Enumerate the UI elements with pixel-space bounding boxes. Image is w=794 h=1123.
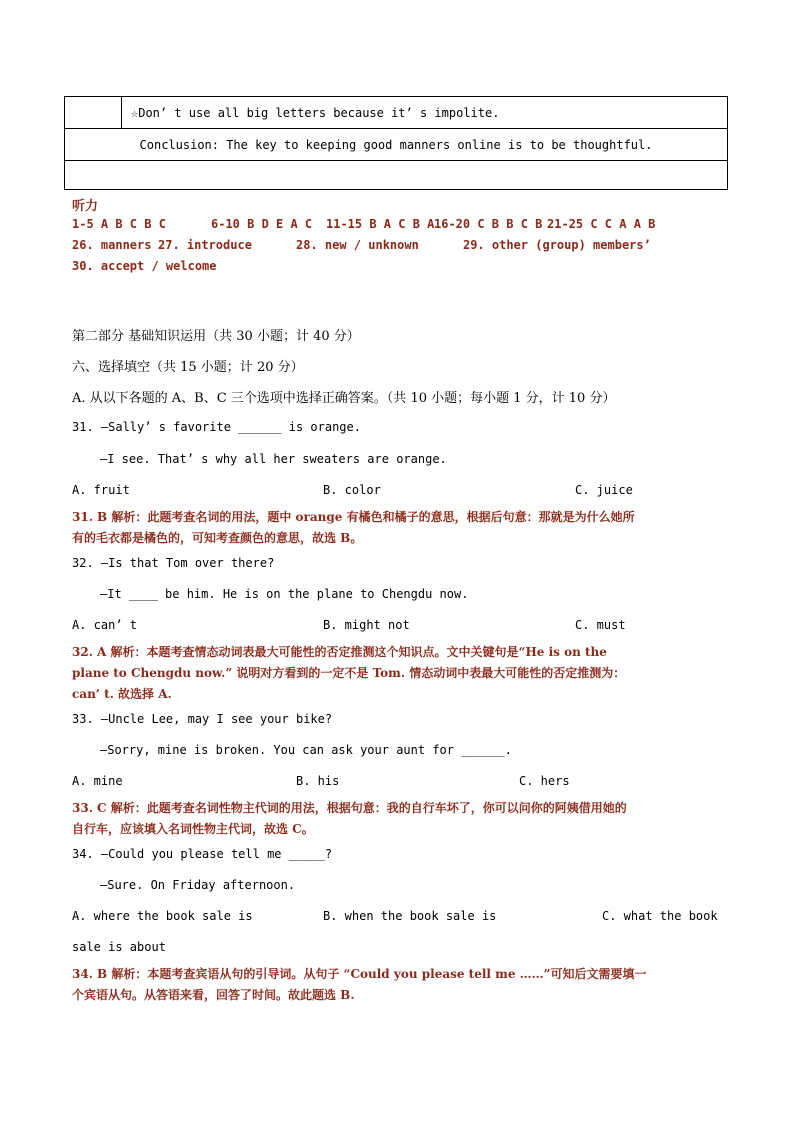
question-31-reply: —I see. That’ s why all her sweaters are orange.: [100, 452, 447, 466]
table-row-divider: [65, 128, 727, 129]
question-33-option-c: C. hers: [519, 774, 570, 788]
question-33-explanation-line2: 自行车，应该填入名词性物主代词，故选 C。: [72, 822, 314, 836]
listening-answers-6-10: 6-10 B D E A C: [211, 217, 313, 231]
listening-answers-11-15: 11-15 B A C B A: [326, 217, 435, 231]
table-conclusion-text: Conclusion: The key to keeping good manners online is to be thoughtful.: [139, 138, 653, 152]
sectionA-instruction: A. 从以下各题的 A、B、C 三个选项中选择正确答案。（共 10 小题；每小题 1 分，计 10 分）: [72, 391, 616, 406]
listening-answers-21-25: 21-25 C C A A B: [547, 217, 656, 231]
question-31-option-b: B. color: [323, 483, 381, 497]
question-32-option-a: A. can’ t: [72, 618, 138, 632]
section6-heading: 六、选择填空（共 15 小题；计 20 分）: [72, 360, 304, 375]
question-31: 31. —Sally’ s favorite ______ is orange.: [72, 420, 361, 434]
question-32-explanation-line2: plane to Chengdu now.” 说明对方看到的一定不是 Tom. 情态动词中表最大可能性的否定推测为：: [72, 666, 626, 680]
question-33-explanation-line1: 33. C 解析：此题考查名词性物主代词的用法，根据句意：我的自行车坏了，你可以问你的阿姨借用她的: [72, 801, 627, 815]
listening-answer-28: 28. new / unknown: [296, 238, 419, 252]
question-33-option-a: A. mine: [72, 774, 123, 788]
question-32-reply: —It ____ be him. He is on the plane to Chengdu now.: [100, 587, 469, 601]
part2-heading: 第二部分 基础知识运用（共 30 小题；计 40 分）: [72, 329, 360, 344]
listening-answers-16-20: 16-20 C B B C B: [434, 217, 543, 231]
listening-answer-30: 30. accept / welcome: [72, 259, 217, 273]
question-33-option-b: B. his: [296, 774, 340, 788]
question-31-option-c: C. juice: [575, 483, 633, 497]
summary-table: [64, 96, 728, 190]
question-31-explanation-line2: 有的毛衣都是橘色的，可知考查颜色的意思，故选 B。: [72, 531, 363, 545]
question-34-option-c-continued: sale is about: [72, 940, 166, 954]
question-31-explanation-line1: 31. B 解析：此题考查名词的用法，题中 orange 有橘色和橘子的意思，根据后句意：那就是为什么她所: [72, 510, 635, 524]
question-32-option-c: C. must: [575, 618, 626, 632]
question-32-option-b: B. might not: [323, 618, 410, 632]
question-34-reply: —Sure. On Friday afternoon.: [100, 878, 296, 892]
question-34: 34. —Could you please tell me _____?: [72, 847, 333, 861]
question-34-option-b: B. when the book sale is: [323, 909, 497, 923]
question-33-reply: —Sorry, mine is broken. You can ask your aunt for ______.: [100, 743, 512, 757]
question-31-option-a: A. fruit: [72, 483, 130, 497]
question-32: 32. —Is that Tom over there?: [72, 556, 275, 570]
table-row-divider: [65, 160, 727, 161]
question-34-option-c: C. what the book: [602, 909, 718, 923]
table-row-1-text: ☆Don’ t use all big letters because it’ s impolite.: [131, 106, 500, 120]
table-column-divider: [121, 97, 122, 129]
listening-answer-27: 27. introduce: [158, 238, 252, 252]
listening-title: 听力: [72, 199, 99, 214]
question-34-option-a: A. where the book sale is: [72, 909, 253, 923]
listening-answers-1-5: 1-5 A B C B C: [72, 217, 166, 231]
question-34-explanation-line2: 个宾语从句。从答语来看，回答了时间。故此题选 B.: [72, 988, 355, 1002]
question-32-explanation-line3: can’ t. 故选择 A.: [72, 687, 172, 701]
question-33: 33. —Uncle Lee, may I see your bike?: [72, 712, 333, 726]
listening-answer-29: 29. other (group) members’: [463, 238, 651, 252]
question-34-explanation-line1: 34. B 解析：本题考查宾语从句的引导词。从句子 “Could you please tell me ……”可知后文需要填一: [72, 967, 647, 981]
listening-answer-26: 26. manners: [72, 238, 152, 252]
question-32-explanation-line1: 32. A 解析：本题考查情态动词表最大可能性的否定推测这个知识点。文中关键句是“He is on the: [72, 645, 607, 659]
